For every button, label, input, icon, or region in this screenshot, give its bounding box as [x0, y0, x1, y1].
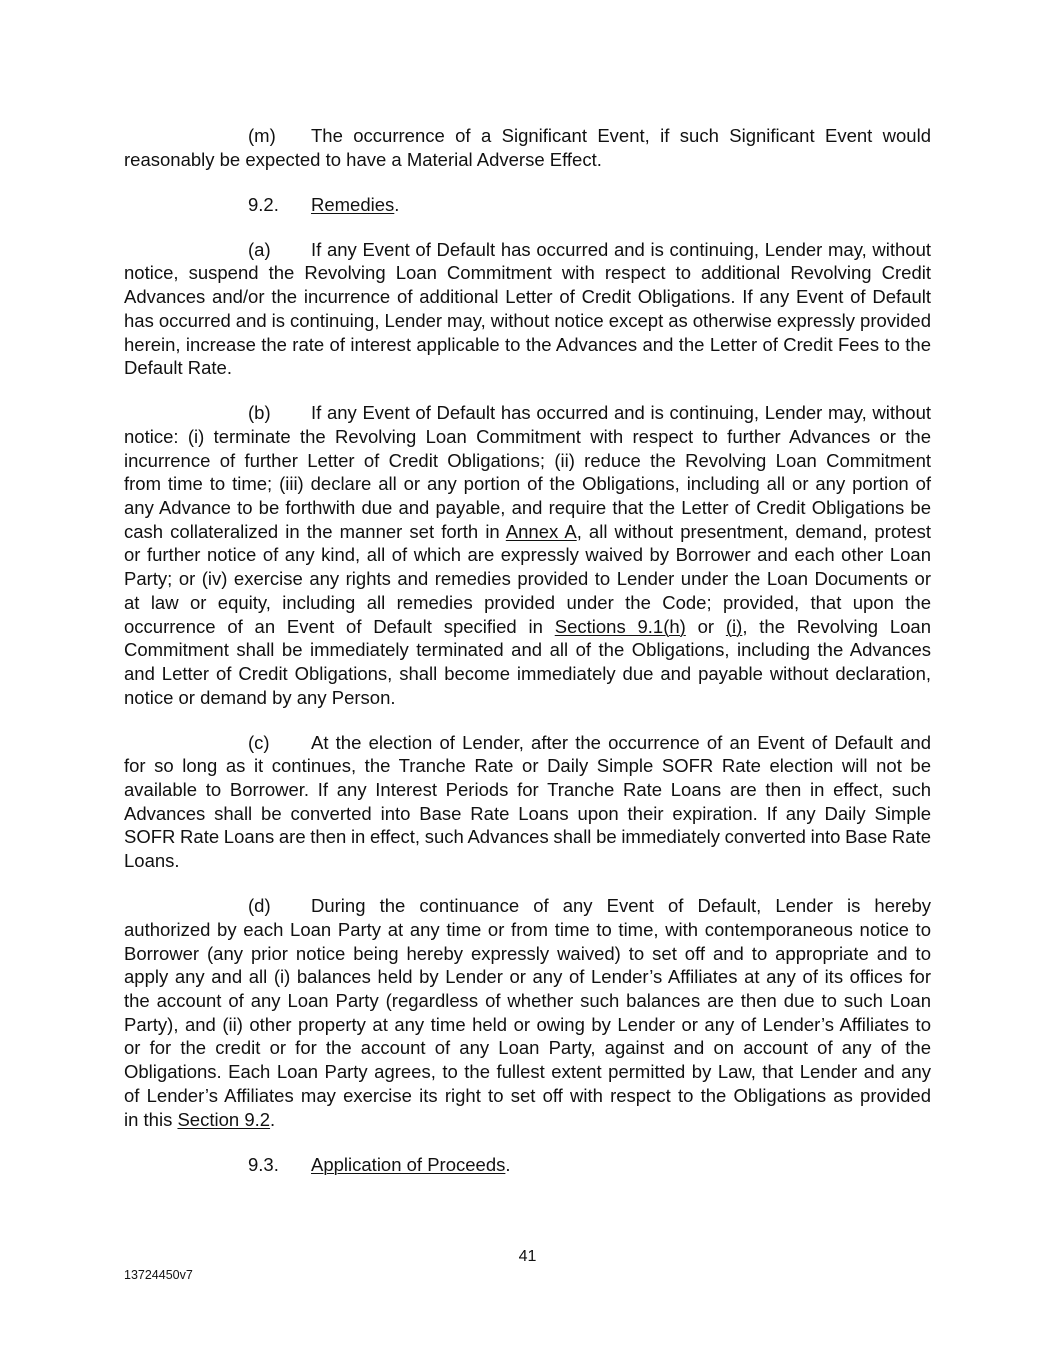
paragraph-line: available to Borrower. If any Interest Periods for Tranche Rate Loans are then in effect, such: [124, 779, 931, 801]
paragraph-line: authorized by each Loan Party at any time or from time to time, with contemporaneous notice to: [124, 918, 931, 940]
paragraph-line: [124, 615, 931, 639]
document-body: [124, 124, 931, 1198]
paragraph-m: [124, 124, 931, 171]
line-text: , the Revolving Loan: [742, 615, 931, 637]
paragraph-line: [124, 520, 931, 544]
paragraph-c: [124, 731, 931, 873]
paragraph-line: Commitment shall be immediately terminated and all of the Obligations, including the Advances: [124, 639, 931, 661]
paragraph-line: [124, 401, 931, 425]
paragraph-line: apply any and all (i) balances held by Lender or any of Lender’s Affiliates at any of its offices for: [124, 966, 931, 988]
paragraph-line: reasonably be expected to have a Material Adverse Effect.: [124, 148, 602, 170]
paragraph-line: for so long as it continues, the Tranche Rate or Daily Simple SOFR Rate election will not be: [124, 755, 931, 777]
section-title-suffix: .: [505, 1153, 511, 1175]
line-text: cash collateralized in the manner set forth in: [124, 520, 506, 542]
line-text: The occurrence of a Significant Event, if such Significant Event would: [311, 125, 931, 146]
section-title-suffix: .: [394, 193, 400, 215]
heading-line: [124, 193, 931, 217]
paragraph-line: Default Rate.: [124, 357, 232, 379]
section-9-2-reference: Section 9.2: [177, 1108, 271, 1130]
document-id: 13724450v7: [124, 1268, 193, 1282]
section-number: 9.3.: [248, 1153, 279, 1175]
page-number: 41: [518, 1248, 537, 1265]
paragraph-line: Advances and/or the incurrence of additional Letter of Credit Obligations. If any Event of Default: [124, 286, 931, 308]
paragraph-line: any Advance to be forthwith due and payable, and require that the Letter of Credit Obligations be: [124, 497, 931, 519]
line-text: At the election of Lender, after the occurrence of an Event of Default and: [311, 731, 931, 753]
line-text: , all without presentment, demand, protest: [576, 520, 931, 542]
paragraph-line: notice, suspend the Revolving Loan Commitment with respect to additional Revolving Credit: [124, 262, 931, 284]
paragraph-line: incurrence of further Letter of Credit Obligations; (ii) reduce the Revolving Loan Commitment: [124, 449, 931, 471]
paragraph-line: Obligations. Each Loan Party agrees, to the fullest extent permitted by Law, that Lender and any: [124, 1061, 931, 1083]
paragraph-line: and Letter of Credit Obligations, shall become immediately due and payable without declaration,: [124, 662, 931, 684]
paragraph-line: [124, 1108, 931, 1132]
section-number: 9.2.: [248, 193, 279, 215]
paragraph-line: of Lender’s Affiliates may exercise its right to set off with respect to the Obligations as provided: [124, 1084, 931, 1106]
paragraph-line: SOFR Rate Loans are then in effect, such Advances shall be immediately converted into Base Rate: [124, 826, 931, 848]
paragraph-line: Party), and (ii) other property at any time held or owing by Lender or any of Lender’s Affiliates to: [124, 1013, 931, 1035]
paragraph-label: (a): [248, 238, 271, 260]
paragraph-line: or for the credit or for the account of any Loan Party, against and on account of any of the: [124, 1037, 931, 1059]
paragraph-line: Loans.: [124, 850, 180, 872]
paragraph-line: notice: (i) terminate the Revolving Loan Commitment with respect to further Advances or the: [124, 425, 931, 447]
paragraph-a: [124, 238, 931, 380]
line-text: If any Event of Default has occurred and is continuing, Lender may, without: [311, 238, 931, 260]
section-title: Remedies: [311, 193, 395, 215]
paragraph-line: herein, increase the rate of interest applicable to the Advances and the Letter of Credit Fees to the: [124, 333, 931, 355]
section-title: Application of Proceeds: [311, 1153, 506, 1175]
paragraph-b: [124, 401, 931, 709]
heading-line: [124, 1153, 931, 1177]
paragraph-line: Party; or (iv) exercise any rights and remedies provided to Lender under the Loan Documents or: [124, 568, 931, 590]
clause-i-reference: (i): [725, 615, 743, 637]
annex-a-reference: Annex A: [505, 520, 577, 542]
line-text: During the continuance of any Event of Default, Lender is hereby: [311, 895, 931, 917]
paragraph-line: from time to time; (iii) declare all or any portion of the Obligations, including all or any portion of: [124, 473, 931, 495]
paragraph-label: (c): [248, 731, 270, 753]
paragraph-line: [124, 238, 931, 262]
paragraph-line: or further notice of any kind, all of which are expressly waived by Borrower and each other Loan: [124, 544, 931, 566]
paragraph-line: Advances shall be converted into Base Rate Loans upon their expiration. If any Daily Simple: [124, 802, 931, 824]
paragraph-d: [124, 894, 931, 1131]
section-9-1h-reference: Sections 9.1(h): [554, 615, 686, 637]
section-heading-9-3: [124, 1153, 931, 1177]
paragraph-line: [124, 894, 931, 918]
line-text: .: [270, 1108, 276, 1130]
section-heading-9-2: [124, 193, 931, 217]
line-text: in this: [124, 1108, 178, 1130]
paragraph-line: [124, 124, 931, 148]
paragraph-label: (m): [248, 125, 276, 146]
paragraph-line: at law or equity, including all remedies provided under the Code; provided, that upon the: [124, 591, 931, 613]
paragraph-line: Borrower (any prior notice being hereby expressly waived) to set off and to appropriate and to: [124, 942, 931, 964]
paragraph-line: the account of any Loan Party (regardless of whether such balances are then due to such Loan: [124, 989, 931, 1011]
line-text: If any Event of Default has occurred and is continuing, Lender may, without: [311, 402, 931, 424]
paragraph-line: notice or demand by any Person.: [124, 686, 396, 708]
paragraph-line: has occurred and is continuing, Lender may, without notice except as otherwise expressly provided: [124, 309, 931, 331]
line-text: occurrence of an Event of Default specified in: [124, 615, 555, 637]
paragraph-line: [124, 731, 931, 755]
paragraph-label: (b): [248, 402, 271, 424]
paragraph-label: (d): [248, 895, 271, 917]
line-text: or: [685, 615, 726, 637]
